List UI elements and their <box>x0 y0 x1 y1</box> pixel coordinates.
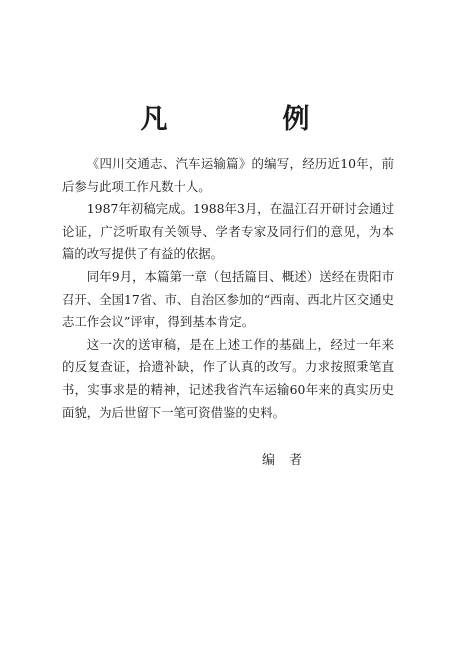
paragraph-3: 同年9月，本篇第一章（包括篇目、概述）送经在贵阳市召开、全国17省、市、自治区参加的“西南、西北片区交通史志工作会议”评审，得到基本肯定。 <box>62 268 394 330</box>
document-body <box>62 153 394 424</box>
page-title: 凡 例 <box>140 104 354 135</box>
signature-editor: 编者 <box>262 453 317 468</box>
paragraph-2: 1987年初稿完成。1988年3月，在温江召开研讨会通过论证，广泛听取有关领导、学者专家及同行们的意见，为本篇的改写提供了有益的依据。 <box>62 201 394 262</box>
paragraph-1: 《四川交通志、汽车运输篇》的编写，经历近10年，前后参与此项工作凡数十人。 <box>62 156 394 194</box>
paragraph-4: 这一次的送审稿，是在上述工作的基础上，经过一年来的反复查证，拾遗补缺，作了认真的改写。力求按照秉笔直书，实事求是的精神，记述我省汽车运输60年来的真实历史面貌，为后世留下一笔可资借鉴的史料。 <box>62 336 394 420</box>
